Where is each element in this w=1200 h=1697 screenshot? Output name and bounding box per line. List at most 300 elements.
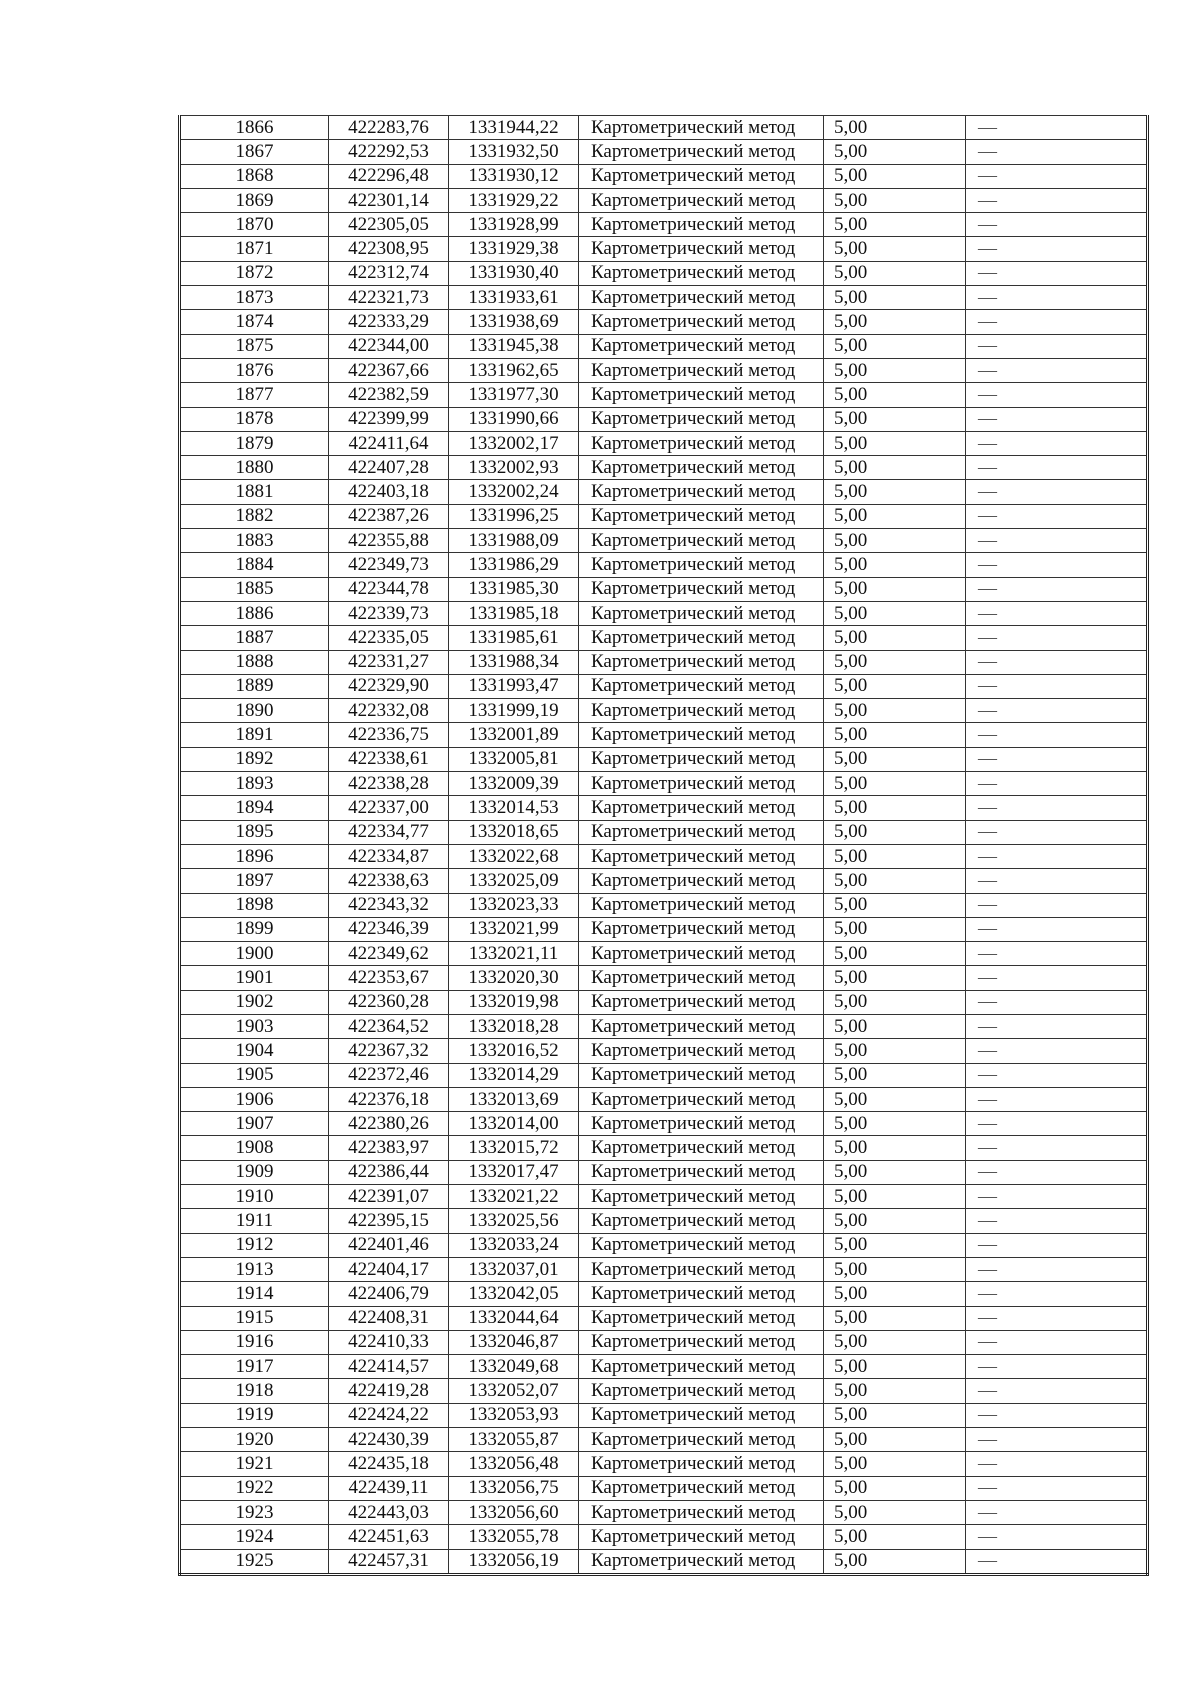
method-cell: Картометрический метод	[579, 966, 824, 990]
x-coordinate-cell: 422406,79	[329, 1282, 449, 1306]
method-cell: Картометрический метод	[579, 1160, 824, 1184]
y-coordinate-cell: 1331988,34	[449, 650, 579, 674]
table-row	[180, 213, 1148, 237]
table-row	[180, 553, 1148, 577]
table-row	[180, 1136, 1148, 1160]
table-row	[180, 334, 1148, 358]
note-cell: —	[966, 1525, 1148, 1549]
y-coordinate-cell: 1331985,30	[449, 577, 579, 601]
note-cell: —	[966, 1233, 1148, 1257]
note-cell: —	[966, 942, 1148, 966]
x-coordinate-cell: 422457,31	[329, 1549, 449, 1574]
table-row	[180, 699, 1148, 723]
note-cell: —	[966, 358, 1148, 382]
table-row	[180, 1014, 1148, 1038]
y-coordinate-cell: 1331985,18	[449, 601, 579, 625]
point-number-cell: 1925	[180, 1549, 329, 1574]
accuracy-cell: 5,00	[824, 1160, 966, 1184]
note-cell: —	[966, 1063, 1148, 1087]
table-row	[180, 1233, 1148, 1257]
accuracy-cell: 5,00	[824, 966, 966, 990]
method-cell: Картометрический метод	[579, 407, 824, 431]
y-coordinate-cell: 1331985,61	[449, 626, 579, 650]
x-coordinate-cell: 422338,61	[329, 747, 449, 771]
y-coordinate-cell: 1332042,05	[449, 1282, 579, 1306]
note-cell: —	[966, 1112, 1148, 1136]
accuracy-cell: 5,00	[824, 140, 966, 164]
x-coordinate-cell: 422382,59	[329, 383, 449, 407]
point-number-cell: 1880	[180, 456, 329, 480]
x-coordinate-cell: 422353,67	[329, 966, 449, 990]
table-row	[180, 310, 1148, 334]
method-cell: Картометрический метод	[579, 772, 824, 796]
note-cell: —	[966, 674, 1148, 698]
accuracy-cell: 5,00	[824, 674, 966, 698]
point-number-cell: 1870	[180, 213, 329, 237]
accuracy-cell: 5,00	[824, 383, 966, 407]
y-coordinate-cell: 1332046,87	[449, 1330, 579, 1354]
point-number-cell: 1893	[180, 772, 329, 796]
note-cell: —	[966, 1500, 1148, 1524]
method-cell: Картометрический метод	[579, 1185, 824, 1209]
accuracy-cell: 5,00	[824, 869, 966, 893]
accuracy-cell: 5,00	[824, 1549, 966, 1574]
method-cell: Картометрический метод	[579, 1014, 824, 1038]
table-row	[180, 431, 1148, 455]
y-coordinate-cell: 1332018,65	[449, 820, 579, 844]
accuracy-cell: 5,00	[824, 1452, 966, 1476]
method-cell: Картометрический метод	[579, 383, 824, 407]
table-row	[180, 626, 1148, 650]
table-row	[180, 358, 1148, 382]
y-coordinate-cell: 1332053,93	[449, 1403, 579, 1427]
point-number-cell: 1877	[180, 383, 329, 407]
y-coordinate-cell: 1331996,25	[449, 504, 579, 528]
x-coordinate-cell: 422395,15	[329, 1209, 449, 1233]
y-coordinate-cell: 1331930,40	[449, 261, 579, 285]
method-cell: Картометрический метод	[579, 942, 824, 966]
note-cell: —	[966, 601, 1148, 625]
accuracy-cell: 5,00	[824, 917, 966, 941]
accuracy-cell: 5,00	[824, 1136, 966, 1160]
table-row	[180, 674, 1148, 698]
method-cell: Картометрический метод	[579, 480, 824, 504]
y-coordinate-cell: 1332037,01	[449, 1257, 579, 1281]
y-coordinate-cell: 1331988,09	[449, 529, 579, 553]
x-coordinate-cell: 422292,53	[329, 140, 449, 164]
point-number-cell: 1912	[180, 1233, 329, 1257]
method-cell: Картометрический метод	[579, 917, 824, 941]
table-row	[180, 1525, 1148, 1549]
x-coordinate-cell: 422443,03	[329, 1500, 449, 1524]
y-coordinate-cell: 1331945,38	[449, 334, 579, 358]
method-cell: Картометрический метод	[579, 844, 824, 868]
table-row	[180, 1257, 1148, 1281]
x-coordinate-cell: 422376,18	[329, 1087, 449, 1111]
y-coordinate-cell: 1331990,66	[449, 407, 579, 431]
y-coordinate-cell: 1332025,09	[449, 869, 579, 893]
x-coordinate-cell: 422419,28	[329, 1379, 449, 1403]
note-cell: —	[966, 1185, 1148, 1209]
x-coordinate-cell: 422336,75	[329, 723, 449, 747]
table-row	[180, 1355, 1148, 1379]
note-cell: —	[966, 917, 1148, 941]
point-number-cell: 1899	[180, 917, 329, 941]
note-cell: —	[966, 1428, 1148, 1452]
point-number-cell: 1914	[180, 1282, 329, 1306]
note-cell: —	[966, 431, 1148, 455]
method-cell: Картометрический метод	[579, 1087, 824, 1111]
point-number-cell: 1901	[180, 966, 329, 990]
point-number-cell: 1900	[180, 942, 329, 966]
note-cell: —	[966, 1379, 1148, 1403]
method-cell: Картометрический метод	[579, 1306, 824, 1330]
method-cell: Картометрический метод	[579, 237, 824, 261]
x-coordinate-cell: 422414,57	[329, 1355, 449, 1379]
method-cell: Картометрический метод	[579, 164, 824, 188]
y-coordinate-cell: 1332014,29	[449, 1063, 579, 1087]
point-number-cell: 1905	[180, 1063, 329, 1087]
point-number-cell: 1920	[180, 1428, 329, 1452]
y-coordinate-cell: 1332056,60	[449, 1500, 579, 1524]
x-coordinate-cell: 422401,46	[329, 1233, 449, 1257]
accuracy-cell: 5,00	[824, 334, 966, 358]
table-row	[180, 1500, 1148, 1524]
x-coordinate-cell: 422283,76	[329, 116, 449, 140]
x-coordinate-cell: 422404,17	[329, 1257, 449, 1281]
accuracy-cell: 5,00	[824, 1063, 966, 1087]
accuracy-cell: 5,00	[824, 650, 966, 674]
point-number-cell: 1888	[180, 650, 329, 674]
accuracy-cell: 5,00	[824, 1428, 966, 1452]
method-cell: Картометрический метод	[579, 116, 824, 140]
point-number-cell: 1882	[180, 504, 329, 528]
y-coordinate-cell: 1332016,52	[449, 1039, 579, 1063]
x-coordinate-cell: 422435,18	[329, 1452, 449, 1476]
y-coordinate-cell: 1331928,99	[449, 213, 579, 237]
y-coordinate-cell: 1332056,75	[449, 1476, 579, 1500]
y-coordinate-cell: 1331932,50	[449, 140, 579, 164]
x-coordinate-cell: 422355,88	[329, 529, 449, 553]
y-coordinate-cell: 1331929,38	[449, 237, 579, 261]
note-cell: —	[966, 1209, 1148, 1233]
table-row	[180, 869, 1148, 893]
x-coordinate-cell: 422407,28	[329, 456, 449, 480]
y-coordinate-cell: 1332001,89	[449, 723, 579, 747]
x-coordinate-cell: 422408,31	[329, 1306, 449, 1330]
note-cell: —	[966, 723, 1148, 747]
note-cell: —	[966, 407, 1148, 431]
note-cell: —	[966, 1330, 1148, 1354]
accuracy-cell: 5,00	[824, 1306, 966, 1330]
y-coordinate-cell: 1332019,98	[449, 990, 579, 1014]
note-cell: —	[966, 1014, 1148, 1038]
point-number-cell: 1909	[180, 1160, 329, 1184]
point-number-cell: 1922	[180, 1476, 329, 1500]
method-cell: Картометрический метод	[579, 1500, 824, 1524]
point-number-cell: 1885	[180, 577, 329, 601]
table-row	[180, 723, 1148, 747]
method-cell: Картометрический метод	[579, 431, 824, 455]
point-number-cell: 1918	[180, 1379, 329, 1403]
point-number-cell: 1910	[180, 1185, 329, 1209]
table-row	[180, 1306, 1148, 1330]
table-row	[180, 1087, 1148, 1111]
y-coordinate-cell: 1332002,24	[449, 480, 579, 504]
accuracy-cell: 5,00	[824, 1185, 966, 1209]
point-number-cell: 1902	[180, 990, 329, 1014]
accuracy-cell: 5,00	[824, 1209, 966, 1233]
point-number-cell: 1872	[180, 261, 329, 285]
note-cell: —	[966, 844, 1148, 868]
method-cell: Картометрический метод	[579, 674, 824, 698]
method-cell: Картометрический метод	[579, 893, 824, 917]
x-coordinate-cell: 422349,73	[329, 553, 449, 577]
point-number-cell: 1916	[180, 1330, 329, 1354]
y-coordinate-cell: 1332015,72	[449, 1136, 579, 1160]
table-row	[180, 577, 1148, 601]
method-cell: Картометрический метод	[579, 1039, 824, 1063]
table-row	[180, 1039, 1148, 1063]
note-cell: —	[966, 869, 1148, 893]
accuracy-cell: 5,00	[824, 699, 966, 723]
accuracy-cell: 5,00	[824, 747, 966, 771]
table-row	[180, 140, 1148, 164]
y-coordinate-cell: 1332017,47	[449, 1160, 579, 1184]
table-row	[180, 893, 1148, 917]
table-row	[180, 1209, 1148, 1233]
y-coordinate-cell: 1331993,47	[449, 674, 579, 698]
point-number-cell: 1923	[180, 1500, 329, 1524]
accuracy-cell: 5,00	[824, 820, 966, 844]
x-coordinate-cell: 422403,18	[329, 480, 449, 504]
y-coordinate-cell: 1331986,29	[449, 553, 579, 577]
x-coordinate-cell: 422308,95	[329, 237, 449, 261]
y-coordinate-cell: 1331929,22	[449, 188, 579, 212]
x-coordinate-cell: 422296,48	[329, 164, 449, 188]
x-coordinate-cell: 422430,39	[329, 1428, 449, 1452]
x-coordinate-cell: 422334,87	[329, 844, 449, 868]
method-cell: Картометрический метод	[579, 699, 824, 723]
point-number-cell: 1869	[180, 188, 329, 212]
point-number-cell: 1879	[180, 431, 329, 455]
table-row	[180, 820, 1148, 844]
method-cell: Картометрический метод	[579, 1063, 824, 1087]
x-coordinate-cell: 422305,05	[329, 213, 449, 237]
x-coordinate-cell: 422337,00	[329, 796, 449, 820]
accuracy-cell: 5,00	[824, 942, 966, 966]
x-coordinate-cell: 422331,27	[329, 650, 449, 674]
accuracy-cell: 5,00	[824, 456, 966, 480]
accuracy-cell: 5,00	[824, 1403, 966, 1427]
y-coordinate-cell: 1331930,12	[449, 164, 579, 188]
method-cell: Картометрический метод	[579, 286, 824, 310]
note-cell: —	[966, 699, 1148, 723]
accuracy-cell: 5,00	[824, 1330, 966, 1354]
note-cell: —	[966, 504, 1148, 528]
note-cell: —	[966, 286, 1148, 310]
point-number-cell: 1895	[180, 820, 329, 844]
x-coordinate-cell: 422344,00	[329, 334, 449, 358]
accuracy-cell: 5,00	[824, 213, 966, 237]
x-coordinate-cell: 422333,29	[329, 310, 449, 334]
note-cell: —	[966, 1306, 1148, 1330]
x-coordinate-cell: 422349,62	[329, 942, 449, 966]
table-row	[180, 504, 1148, 528]
note-cell: —	[966, 310, 1148, 334]
note-cell: —	[966, 164, 1148, 188]
x-coordinate-cell: 422380,26	[329, 1112, 449, 1136]
note-cell: —	[966, 966, 1148, 990]
accuracy-cell: 5,00	[824, 1112, 966, 1136]
y-coordinate-cell: 1331999,19	[449, 699, 579, 723]
accuracy-cell: 5,00	[824, 1379, 966, 1403]
method-cell: Картометрический метод	[579, 1257, 824, 1281]
point-number-cell: 1915	[180, 1306, 329, 1330]
method-cell: Картометрический метод	[579, 261, 824, 285]
accuracy-cell: 5,00	[824, 1525, 966, 1549]
method-cell: Картометрический метод	[579, 334, 824, 358]
point-number-cell: 1921	[180, 1452, 329, 1476]
table-row	[180, 772, 1148, 796]
point-number-cell: 1898	[180, 893, 329, 917]
point-number-cell: 1887	[180, 626, 329, 650]
x-coordinate-cell: 422410,33	[329, 1330, 449, 1354]
x-coordinate-cell: 422383,97	[329, 1136, 449, 1160]
note-cell: —	[966, 1136, 1148, 1160]
table-row	[180, 1379, 1148, 1403]
accuracy-cell: 5,00	[824, 261, 966, 285]
x-coordinate-cell: 422372,46	[329, 1063, 449, 1087]
y-coordinate-cell: 1332014,53	[449, 796, 579, 820]
method-cell: Картометрический метод	[579, 650, 824, 674]
method-cell: Картометрический метод	[579, 796, 824, 820]
table-row	[180, 966, 1148, 990]
x-coordinate-cell: 422399,99	[329, 407, 449, 431]
table-row	[180, 601, 1148, 625]
point-number-cell: 1867	[180, 140, 329, 164]
point-number-cell: 1911	[180, 1209, 329, 1233]
note-cell: —	[966, 1476, 1148, 1500]
y-coordinate-cell: 1332052,07	[449, 1379, 579, 1403]
table-row	[180, 1476, 1148, 1500]
x-coordinate-cell: 422335,05	[329, 626, 449, 650]
accuracy-cell: 5,00	[824, 1087, 966, 1111]
y-coordinate-cell: 1331938,69	[449, 310, 579, 334]
table-row	[180, 990, 1148, 1014]
x-coordinate-cell: 422338,63	[329, 869, 449, 893]
accuracy-cell: 5,00	[824, 480, 966, 504]
x-coordinate-cell: 422344,78	[329, 577, 449, 601]
y-coordinate-cell: 1332002,93	[449, 456, 579, 480]
method-cell: Картометрический метод	[579, 1403, 824, 1427]
y-coordinate-cell: 1332021,11	[449, 942, 579, 966]
table-row	[180, 480, 1148, 504]
accuracy-cell: 5,00	[824, 1039, 966, 1063]
x-coordinate-cell: 422339,73	[329, 601, 449, 625]
accuracy-cell: 5,00	[824, 237, 966, 261]
x-coordinate-cell: 422329,90	[329, 674, 449, 698]
x-coordinate-cell: 422424,22	[329, 1403, 449, 1427]
note-cell: —	[966, 116, 1148, 140]
table-row	[180, 1063, 1148, 1087]
x-coordinate-cell: 422312,74	[329, 261, 449, 285]
method-cell: Картометрический метод	[579, 1476, 824, 1500]
accuracy-cell: 5,00	[824, 1282, 966, 1306]
accuracy-cell: 5,00	[824, 310, 966, 334]
point-number-cell: 1866	[180, 116, 329, 140]
x-coordinate-cell: 422360,28	[329, 990, 449, 1014]
y-coordinate-cell: 1331977,30	[449, 383, 579, 407]
accuracy-cell: 5,00	[824, 553, 966, 577]
note-cell: —	[966, 1282, 1148, 1306]
method-cell: Картометрический метод	[579, 1525, 824, 1549]
table-row	[180, 1428, 1148, 1452]
y-coordinate-cell: 1331962,65	[449, 358, 579, 382]
note-cell: —	[966, 188, 1148, 212]
accuracy-cell: 5,00	[824, 1257, 966, 1281]
y-coordinate-cell: 1332013,69	[449, 1087, 579, 1111]
accuracy-cell: 5,00	[824, 116, 966, 140]
y-coordinate-cell: 1332014,00	[449, 1112, 579, 1136]
y-coordinate-cell: 1332021,22	[449, 1185, 579, 1209]
table-row	[180, 529, 1148, 553]
method-cell: Картометрический метод	[579, 723, 824, 747]
note-cell: —	[966, 237, 1148, 261]
x-coordinate-cell: 422332,08	[329, 699, 449, 723]
note-cell: —	[966, 334, 1148, 358]
table-row	[180, 1282, 1148, 1306]
note-cell: —	[966, 1355, 1148, 1379]
point-number-cell: 1886	[180, 601, 329, 625]
y-coordinate-cell: 1332021,99	[449, 917, 579, 941]
y-coordinate-cell: 1332025,56	[449, 1209, 579, 1233]
point-number-cell: 1889	[180, 674, 329, 698]
method-cell: Картометрический метод	[579, 1233, 824, 1257]
y-coordinate-cell: 1332056,19	[449, 1549, 579, 1574]
accuracy-cell: 5,00	[824, 723, 966, 747]
note-cell: —	[966, 1257, 1148, 1281]
method-cell: Картометрический метод	[579, 553, 824, 577]
point-number-cell: 1904	[180, 1039, 329, 1063]
method-cell: Картометрический метод	[579, 188, 824, 212]
x-coordinate-cell: 422391,07	[329, 1185, 449, 1209]
note-cell: —	[966, 772, 1148, 796]
x-coordinate-cell: 422451,63	[329, 1525, 449, 1549]
method-cell: Картометрический метод	[579, 1379, 824, 1403]
accuracy-cell: 5,00	[824, 286, 966, 310]
table-row	[180, 1112, 1148, 1136]
x-coordinate-cell: 422338,28	[329, 772, 449, 796]
table-row	[180, 1160, 1148, 1184]
point-number-cell: 1913	[180, 1257, 329, 1281]
note-cell: —	[966, 893, 1148, 917]
point-number-cell: 1874	[180, 310, 329, 334]
accuracy-cell: 5,00	[824, 1014, 966, 1038]
accuracy-cell: 5,00	[824, 990, 966, 1014]
method-cell: Картометрический метод	[579, 213, 824, 237]
method-cell: Картометрический метод	[579, 1549, 824, 1574]
accuracy-cell: 5,00	[824, 772, 966, 796]
point-number-cell: 1896	[180, 844, 329, 868]
accuracy-cell: 5,00	[824, 626, 966, 650]
method-cell: Картометрический метод	[579, 747, 824, 771]
x-coordinate-cell: 422346,39	[329, 917, 449, 941]
table-row	[180, 1549, 1148, 1574]
table-row	[180, 261, 1148, 285]
note-cell: —	[966, 529, 1148, 553]
method-cell: Картометрический метод	[579, 1452, 824, 1476]
